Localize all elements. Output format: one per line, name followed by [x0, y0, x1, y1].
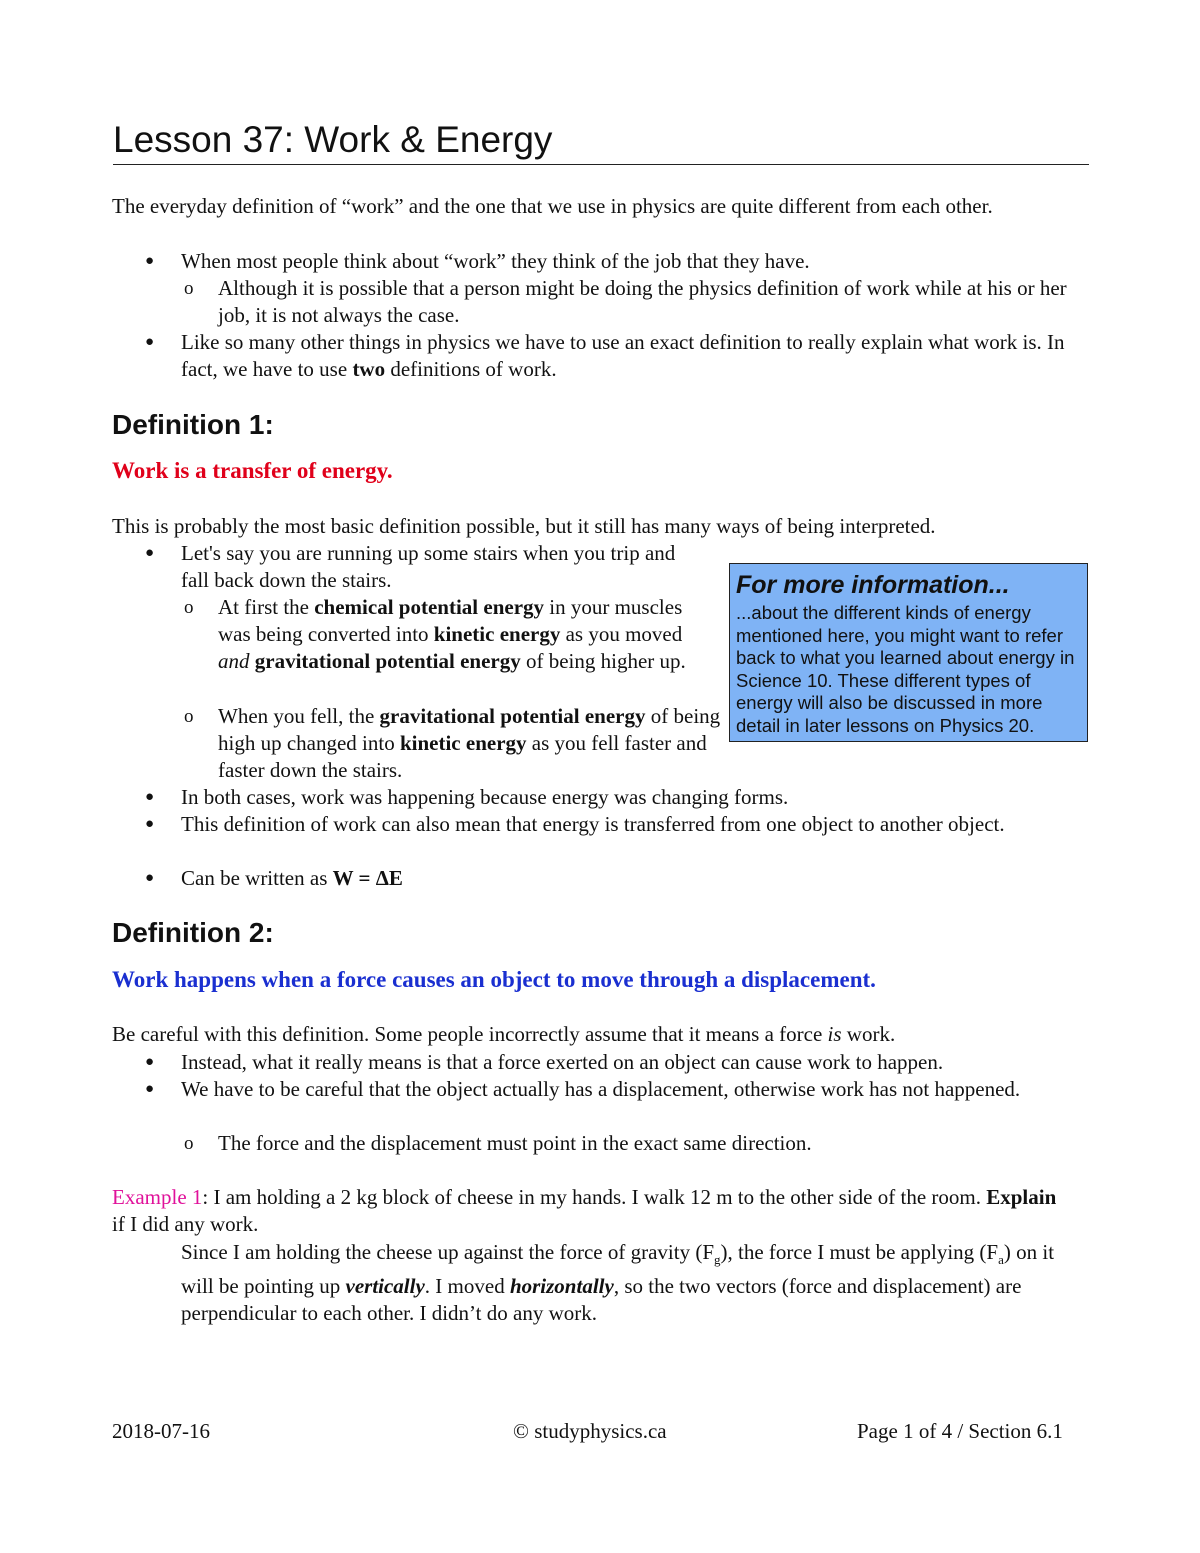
- intro-paragraph: The everyday definition of “work” and the one that we use in physics are quite different from each other.: [112, 194, 993, 218]
- definition-2-heading: Definition 2:: [112, 917, 274, 948]
- footer-page-number: Page 1 of 4 / Section 6.1: [857, 1419, 1063, 1443]
- bullet-icon: ●: [145, 253, 155, 269]
- example-1-label: Example 1: [112, 1185, 203, 1209]
- circle-bullet-icon: o: [184, 706, 194, 727]
- example-1-question: Example 1: I am holding a 2 kg block of cheese in my hands. I walk 12 m to the other side of the room. Explain if I did any work.: [112, 1185, 1057, 1236]
- info-box-heading: For more information...: [736, 571, 1010, 599]
- definition-2-statement: Work happens when a force causes an object to move through a displacement.: [112, 967, 876, 992]
- bullet-icon: ●: [145, 816, 155, 832]
- info-box-body: ...about the different kinds of energy mentioned here, you might want to refer back to what you learned about energy in Science 10. These different types of energy will also be discussed in more detail in later lessons on Physics 20.: [736, 602, 1075, 736]
- definition-1-lead: This is probably the most basic definition possible, but it still has many ways of being interpreted.: [112, 514, 936, 538]
- bullet-icon: ●: [145, 1081, 155, 1097]
- bullet-icon: ●: [145, 1054, 155, 1070]
- footer-date: 2018-07-16: [112, 1419, 210, 1443]
- circle-bullet-icon: o: [184, 278, 194, 299]
- bullet-icon: ●: [145, 334, 155, 350]
- circle-bullet-icon: o: [184, 597, 194, 618]
- circle-bullet-icon: o: [184, 1133, 194, 1154]
- definition-2-lead: Be careful with this definition. Some people incorrectly assume that it means a force is work.: [112, 1022, 896, 1046]
- bullet-icon: ●: [145, 545, 155, 561]
- bullet-icon: ●: [145, 870, 155, 886]
- definition-1-heading: Definition 1:: [112, 409, 274, 440]
- bullet-icon: ●: [145, 789, 155, 805]
- info-box: [729, 563, 1088, 742]
- footer-site: © studyphysics.ca: [513, 1419, 667, 1443]
- page-title: Lesson 37: Work & Energy: [113, 118, 1089, 165]
- definition-1-statement: Work is a transfer of energy.: [112, 458, 393, 483]
- example-1-answer: Since I am holding the cheese up against the force of gravity $(F_g)$, the force I must be applying $(F_a)$ on it will be pointing up vertically. I moved horizontally, so the two vectors (force and displacement) are perpendicular to each other. I didn’t do any work.: [181, 1240, 1055, 1326]
